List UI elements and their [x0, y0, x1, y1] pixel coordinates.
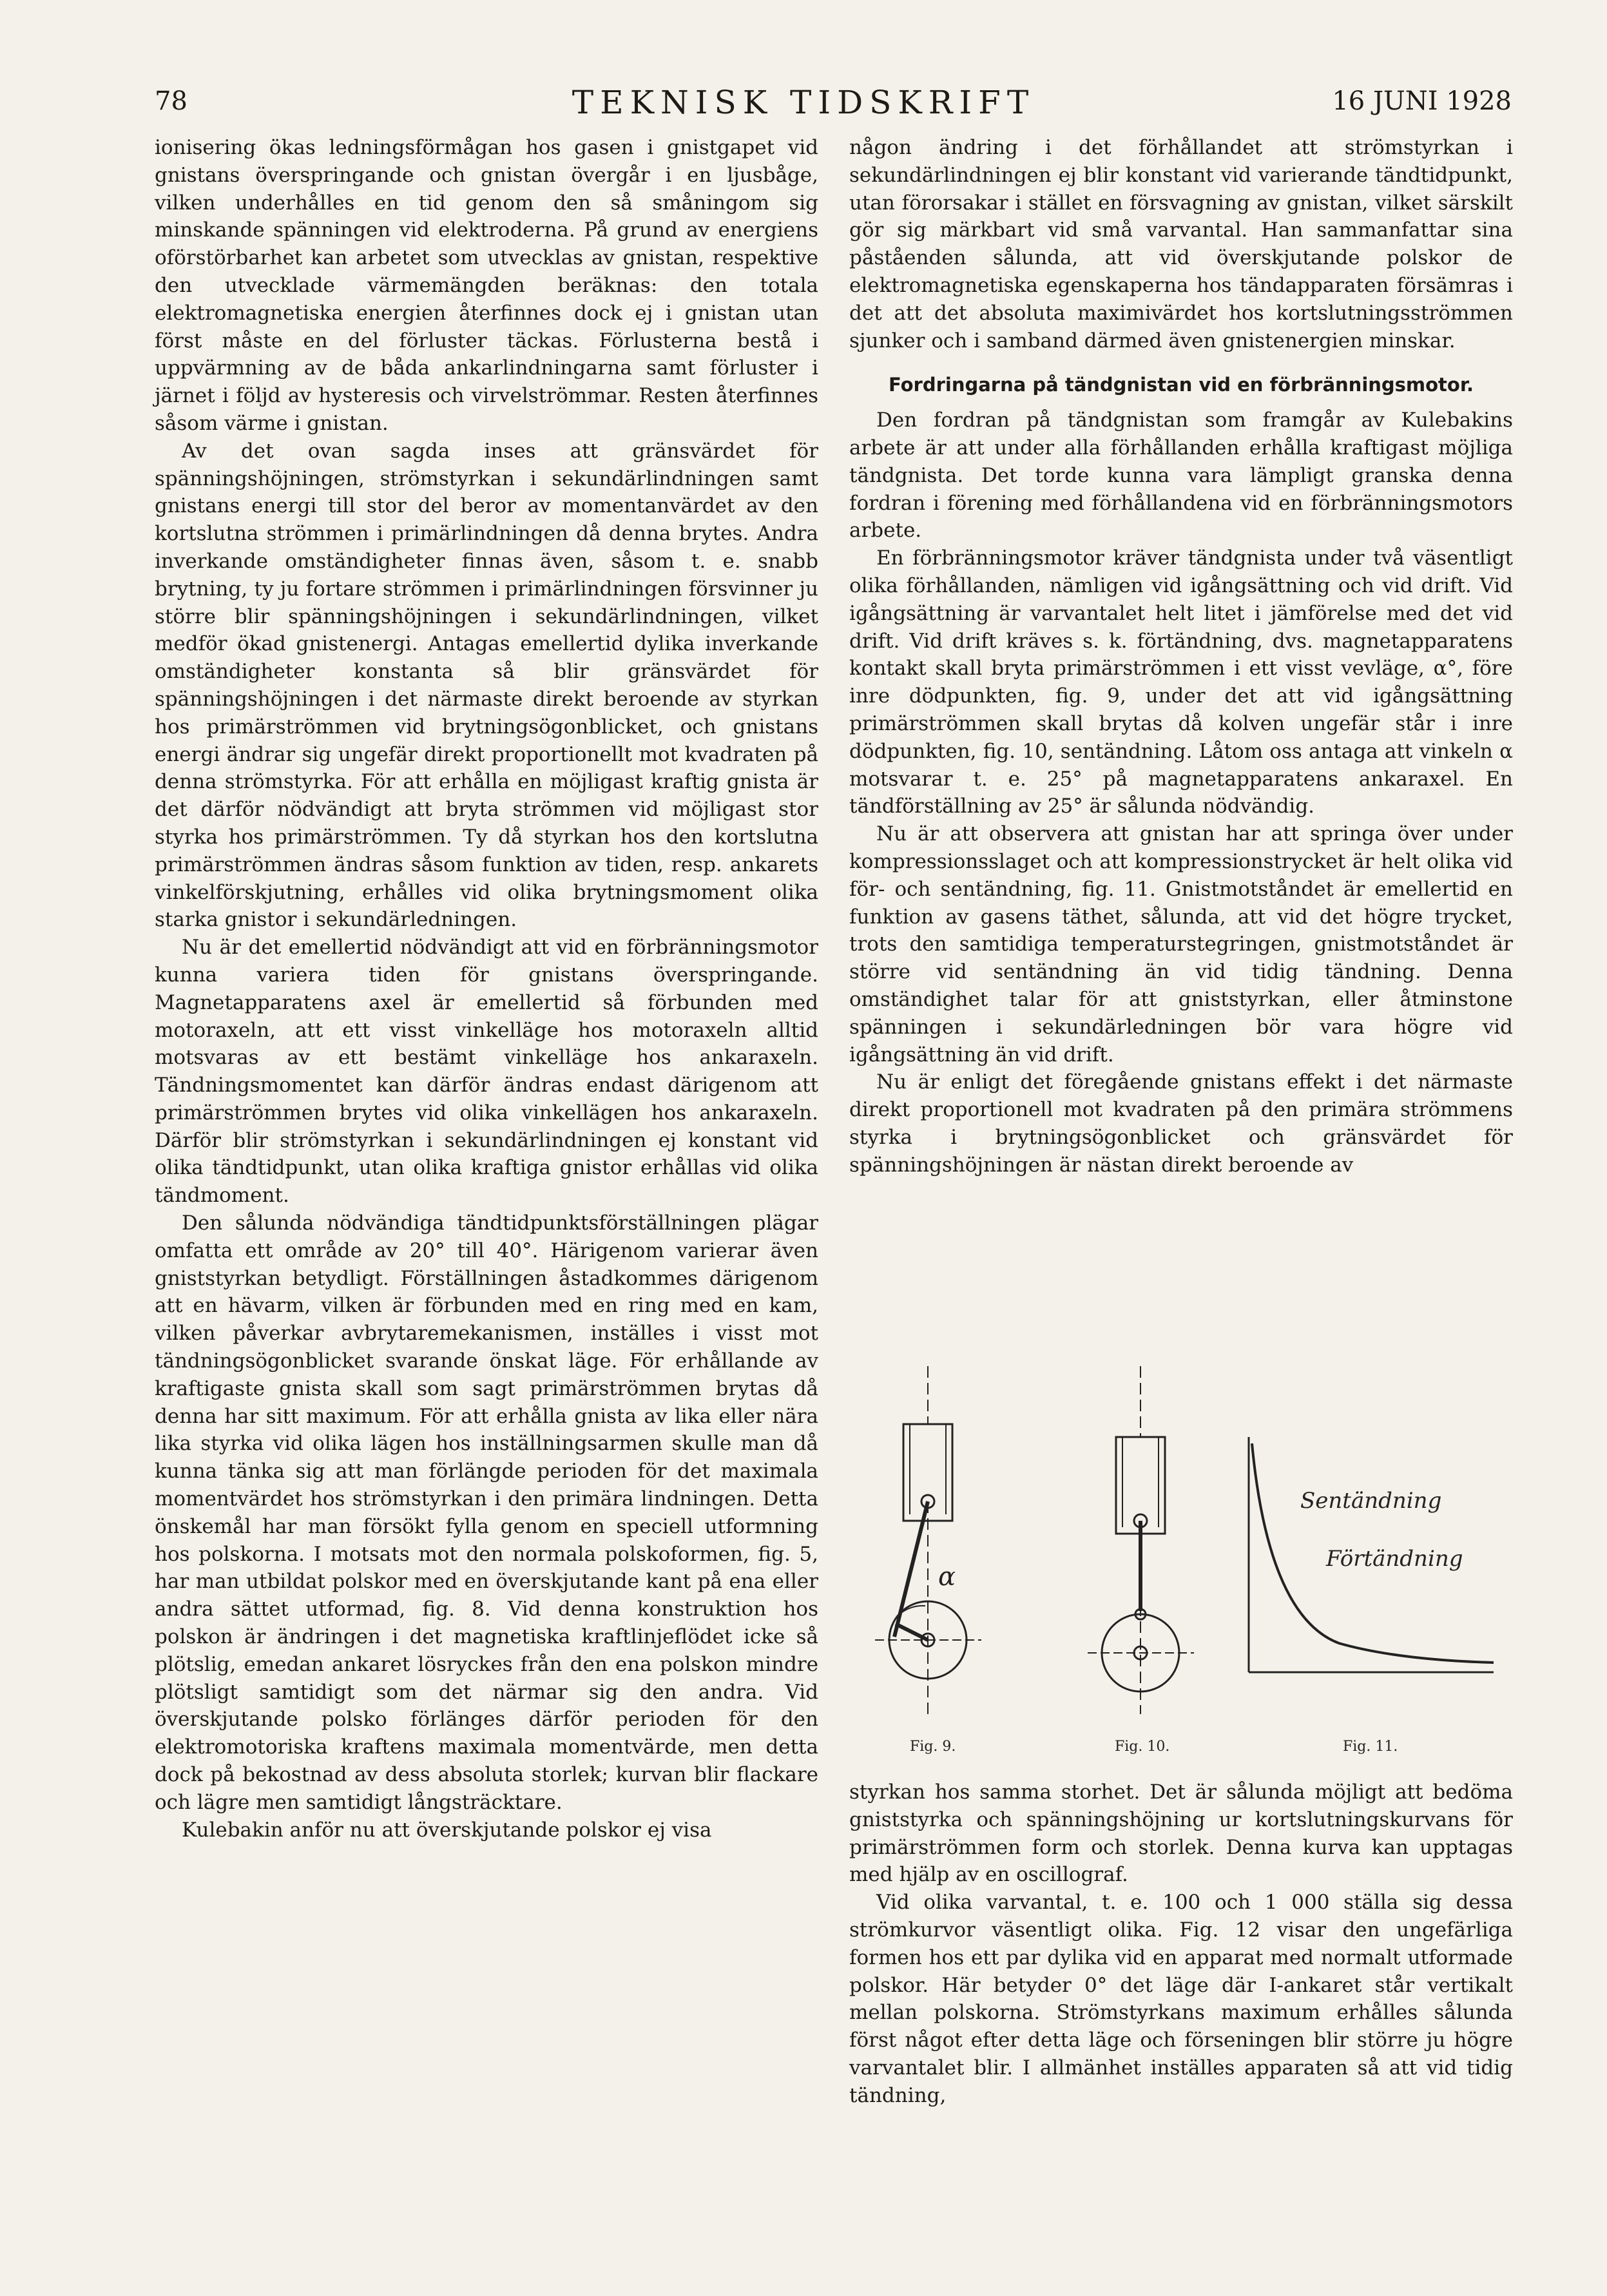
- fig9-caption: Fig. 9.: [910, 1739, 956, 1755]
- figure-group: [849, 1353, 1513, 1766]
- paragraph: Nu är att observera att gnistan har att springa över under kompressionsslaget och att kompressionstrycket är helt olika vid för- och sentändning, fig. 11. Gnistmotståndet är emellertid en funktion av gasens täthet, sålunda, att vid det högre trycket, trots den samtidiga temperaturstegringen, gnistmotståndet är större vid sentändning än vid tidig tändning. Denna omständighet talar för att gniststyrkan, eller åtminstone spänningen i sekundärledningen bör vara högre vid igångsättning än vid drift.: [849, 822, 1513, 1066]
- alpha-label: α: [938, 1562, 956, 1592]
- journal-title: TEKNISK TIDSKRIFT: [572, 84, 1035, 121]
- fig10-diagram: [1088, 1366, 1194, 1714]
- paragraph: styrkan hos samma storhet. Det är sålunda möjligt att bedöma gniststyrka och spänningshöjning ur kortslutningskurvans för primärströmmen form och storlek. Denna kurva kan upptagas med hjälp av en oscillograf.: [849, 1780, 1513, 1887]
- paragraph: Den sålunda nödvändiga tändtidpunktsförställningen plägar omfatta ett område av 20° till 40°. Härigenom varierar även gniststyrkan betydligt. Förställningen åstadkommes därigenom att en hävarm, vilken är förbunden med en ring med en kam, vilken påverkar avbrytaremekanismen, inställes i visst mot tändningsögonblicket svarande önskat läge. För erhållande av kraftigaste gnista skall som sagt primärströmmen brytas då denna har sitt maximum. För att erhålla gnista av lika eller nära lika styrka vid olika lägen hos inställningsarmen skulle man då kunna tänka sig att man förlängde perioden för det maximala momentvärdet hos strömstyrkan i den primära lindningen. Detta önskemål har man försökt fylla genom en speciell utformning hos polskorna. I motsats mot den normala polskoformen, fig. 5, har man utbildat polskor med en överskjutande kant på ena eller andra sättet utformad, fig. 8. Vid denna konstruktion hos polskon är ändringen i det magnetiska kraftlinjeflödet icke så plötslig, emedan ankaret lösryckes från den ena polskon mindre plötsligt samtidigt som det närmar sig den andra. Vid överskjutande polsko förlänges därför perioden för den elektromotoriska kraftens maximala momentvärde, men detta dock på bekostnad av dess absoluta storlek; kurvan blir flackare och lägre men samtidigt långsträcktare.: [155, 1211, 818, 1814]
- fig9-diagram: [875, 1366, 981, 1714]
- issue-date: 16 JUNI 1928: [1332, 86, 1512, 116]
- section-heading: Fordringarna på tändgnistan vid en förbränningsmotor.: [888, 374, 1474, 396]
- paragraph: Den fordran på tändgnistan som framgår av Kulebakins arbete är att under alla förhållanden erhålla kraftigast möjliga tändgnista. Det torde kunna vara lämpligt granska denna fordran i förening med förhållandena vid en förbränningsmotors arbete.: [849, 409, 1513, 543]
- page-number: 78: [155, 86, 188, 116]
- paragraph: Nu är enligt det föregående gnistans effekt i det närmaste direkt proportionell mot kvadraten på den primära strömmens styrka i brytningsögonblicket och gränsvärdet för spänningshöjningen är nästan direkt beroende av: [849, 1070, 1513, 1177]
- left-column: [155, 134, 818, 1844]
- right-column-lower: [849, 1779, 1513, 2110]
- fig10-caption: Fig. 10.: [1115, 1739, 1170, 1755]
- fig11-caption: Fig. 11.: [1343, 1739, 1398, 1755]
- paragraph: Kulebakin anför nu att överskjutande polskor ej visa: [182, 1818, 712, 1842]
- paragraph: någon ändring i det förhållandet att strömstyrkan i sekundärlindningen ej blir konstant vid varierande tändtidpunkt, utan förorsakar i stället en försvagning av gnistan, vilket särskilt gör sig märkbart vid små varvantal. Han sammanfattar sina påståenden sålunda, att vid överskjutande polskor de elektromagnetiska egenskaperna hos tändapparaten försämras i det att det absoluta maximivärdet hos kortslutningsströmmen sjunker och i samband därmed även gnistenergien minskar.: [849, 136, 1513, 352]
- page-header: [0, 76, 1607, 128]
- paragraph: Vid olika varvantal, t. e. 100 och 1 000 ställa sig dessa strömkurvor väsentligt olika. Fig. 12 visar den ungefärliga formen hos ett par dylika vid en apparat med normalt utformade polskor. Här betyder 0° det läge där I-ankaret står vertikalt mellan polskorna. Strömstyrkans maximum erhålles sålunda först något efter detta läge och förseningen blir större ju högre varvantalet blir. I allmänhet inställes apparaten så att vid tidig tändning,: [849, 1891, 1513, 2107]
- paragraph: Nu är det emellertid nödvändigt att vid en förbränningsmotor kunna variera tiden för gnistans överspringande. Magnetapparatens axel är emellertid så förbunden med motoraxeln, att ett visst vinkelläge hos motoraxeln alltid motsvaras av ett bestämt vinkelläge hos ankaraxeln. Tändningsmomentet kan därför ändras endast därigenom att primärströmmen brytes vid olika vinkellägen hos ankaraxeln. Därför blir strömstyrkan i sekundärlindningen ej konstant vid olika tändtidpunkt, utan olika kraftiga gnistor erhållas vid olika tändmoment.: [155, 936, 818, 1208]
- curve-label-early: Förtändning: [1326, 1546, 1463, 1572]
- paragraph: En förbränningsmotor kräver tändgnista under två väsentligt olika förhållanden, nämligen vid igångsättning och vid drift. Vid igångsättning är varvantalet helt litet i jämförelse med det vid drift. Vid drift kräves s. k. förtändning, dvs. magnetapparatens kontakt skall bryta primärströmmen i ett visst vevläge, α°, före inre dödpunkten, fig. 9, under det att vid igångsättning primärströmmen skall brytas då kolven ungefär står i inre dödpunkten, fig. 10, sentändning. Låtom oss antaga att vinkeln α motsvarar t. e. 25° på magnetapparatens ankaraxel. En tändförställning av 25° är sålunda nödvändig.: [849, 546, 1513, 818]
- right-column: [849, 134, 1513, 1346]
- paragraph: Av det ovan sagda inses att gränsvärdet för spänningshöjningen, strömstyrkan i sekundärlindningen samt gnistans energi till stor del beror av momentanvärdet av den kortslutna strömmen i primärlindningen då denna brytes. Andra inverkande omständigheter finnas även, såsom t. e. snabb brytning, ty ju fortare strömmen i primärlindningen försvinner ju större blir spänningshöjningen i sekundärlindningen, vilket medför ökad gnistenergi. Antagas emellertid dylika inverkande omständigheter konstanta så blir gränsvärdet för spänningshöjningen i det närmaste direkt beroende av styrkan hos primärströmmen vid brytningsögonblicket, och gnistans energi ändrar sig ungefär direkt proportionellt mot kvadraten på denna strömstyrka. För att erhålla en möjligast kraftig gnista är det därför nödvändigt att bryta strömmen vid möjligast stor styrka hos primärströmmen. Ty då styrkan hos den kortslutna primärströmmen ändras såsom funktion av tiden, resp. ankarets vinkelförskjutning, erhålles vid olika brytningsmoment olika starka gnistor i sekundärledningen.: [155, 439, 818, 932]
- curve-label-late: Sentändning: [1300, 1488, 1442, 1514]
- paragraph: ionisering ökas ledningsförmågan hos gasen i gnistgapet vid gnistans överspringande och gnistan övergår i en ljusbåge, vilken underhålles en tid genom den så småningom sig minskande spänningen vid elektroderna. På grund av energiens oförstörbarhet kan arbetet som utvecklas av gnistan, respektive den utvecklade värmemängden beräknas: den totala elektromagnetiska energien återfinnes dock ej i gnistan utan först måste en del förluster täckas. Förlusterna bestå i uppvärmning av de båda ankarlindningarna samt förluster i järnet i följd av hysteresis och virvelströmmar. Resten återfinnes såsom värme i gnistan.: [155, 136, 818, 435]
- figures-svg: [849, 1353, 1513, 1766]
